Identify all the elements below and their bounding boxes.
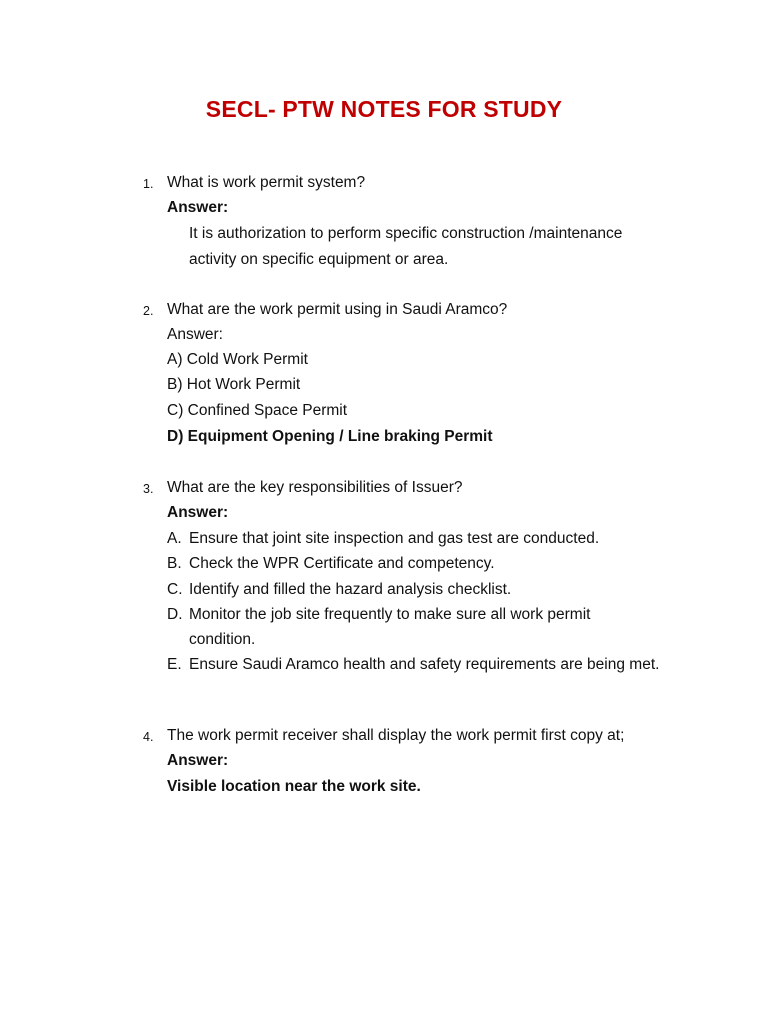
list-item-text: Monitor the job site frequently to make sure all work permit — [189, 606, 591, 623]
list-item-letter: E. — [167, 656, 182, 673]
answer-option: A) Cold Work Permit — [167, 351, 308, 368]
list-item-text: Identify and filled the hazard analysis checklist. — [189, 581, 512, 598]
question-text: What is work permit system? — [167, 174, 366, 191]
question-number: 4. — [143, 730, 154, 744]
answer-option: D) Equipment Opening / Line braking Permit — [167, 428, 493, 445]
list-item-text: Check the WPR Certificate and competency. — [189, 555, 495, 572]
list-item-text: Ensure that joint site inspection and gas test are conducted. — [189, 530, 600, 547]
answer-label: Answer: — [167, 326, 223, 343]
list-item-letter: C. — [167, 581, 183, 598]
question-text: What are the key responsibilities of Issuer? — [167, 479, 463, 496]
answer-label: Answer: — [167, 504, 229, 521]
answer-line: activity on specific equipment or area. — [189, 251, 449, 268]
answer-option: C) Confined Space Permit — [167, 402, 348, 419]
question-number: 3. — [143, 482, 154, 496]
answer-label: Answer: — [167, 752, 229, 769]
question-text: What are the work permit using in Saudi Aramco? — [167, 301, 508, 318]
answer-option: B) Hot Work Permit — [167, 376, 301, 393]
question-text: The work permit receiver shall display the work permit first copy at; — [167, 727, 625, 744]
list-item-continuation: condition. — [189, 631, 256, 648]
answer-label: Answer: — [167, 199, 229, 216]
question-number: 2. — [143, 304, 154, 318]
list-item-letter: A. — [167, 530, 182, 547]
document-title: SECL- PTW NOTES FOR STUDY — [205, 96, 563, 122]
answer-text: Visible location near the work site. — [167, 778, 421, 795]
answer-line: It is authorization to perform specific construction /maintenance — [189, 225, 623, 242]
list-item-letter: D. — [167, 606, 183, 623]
question-number: 1. — [143, 177, 154, 191]
list-item-letter: B. — [167, 555, 182, 572]
list-item-text: Ensure Saudi Aramco health and safety requirements are being met. — [189, 656, 660, 673]
